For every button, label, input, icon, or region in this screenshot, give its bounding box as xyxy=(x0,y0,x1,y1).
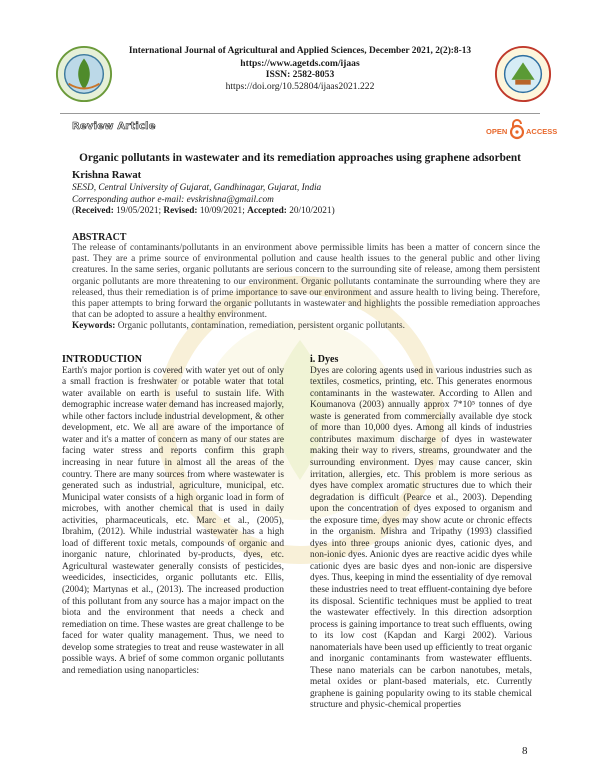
journal-name: International Journal of Agricultural and Applied Sciences, December 2021, 2(2):8-13 xyxy=(128,46,472,56)
article-type: Review Article xyxy=(72,121,156,132)
author-name: Krishna Rawat xyxy=(72,170,142,181)
corresponding-author[interactable]: Corresponding author e-mail: evskrishna@gmail.com xyxy=(72,194,274,205)
journal-logo-icon xyxy=(55,45,113,103)
open-access-prefix: OPEN xyxy=(486,127,508,136)
author-affiliation-block xyxy=(72,183,335,218)
journal-header xyxy=(110,46,490,92)
open-access-badge xyxy=(486,117,558,145)
introduction-section xyxy=(62,354,284,677)
introduction-text: Earth's major portion is covered with water yet out of only a small fraction is freshwater or potable water that total water available on earth is useful to sustain life. With demographic increase water demand has increased majorly, while other factors include industrial development, & other development, etc. We all are aware of the importance of water and it's a matter of concern as many of our states are facing water stress and reports confirm this graph increasing in near future in almost all the areas of the country. There are many sources from where wastewater is generated such as industrial, agriculture, municipal, etc. Municipal water consists of a high organic load in form of microbes, with another chemical that is used in daily activities, pharmaceuticals, etc. Marc et al., (2005), Ibrahim, (2012). While industrial wastewater has a high load of different toxic metals, compounds of organic and inorganic nature, chlorinated by-products, dyes, etc. Agricultural wastewater generally consists of pesticides, weedicides, insecticides, organic pollutants etc. Ellis, (2004); Martynas et al., (2013). The increased production of this pollutant from any source has a major impact on the biota and the environment that needs a check and remediation on time. These wastes are great challenge to be faced for water quality management. Thus, we need to develop some strategies to treat and reuse wastewater in all possible ways. A brief of some common organic pollutants and remediation using nanoparticles: xyxy=(62,365,284,676)
journal-issn: ISSN: 2582-8053 xyxy=(265,69,335,80)
article-doi[interactable]: https://doi.org/10.52804/ijaas2021.222 xyxy=(225,80,375,92)
keywords: Keywords: Organic pollutants, contamination, remediation, persistent organic pollutants. xyxy=(72,321,406,331)
abstract-text: The release of contaminants/pollutants in an environment above permissible limits has been a matter of concern since the past. They are a prime source of environmental pollution and cause health issues to the general public and other living creatures. In the same series, organic pollutants are serious concern to the surrounding site of release, among them persistent organic pollutants are more threatening to our environment. Organic pollutants contaminate the surrounding where they are released, thus their remediation is of prime importance to save our environment and assure health to living being. Therefore, this paper attempts to bring forward the organic pollutants in wastewater and highlights the possible remediation approaches that can be adopted to assure a healthy environment. xyxy=(72,243,540,321)
header-rule xyxy=(60,113,540,114)
affiliation: SESD, Central University of Gujarat, Gandhinagar, Gujarat, India xyxy=(72,183,322,193)
abstract-heading: ABSTRACT xyxy=(72,232,127,243)
paper-title: Organic pollutants in wastewater and its remediation approaches using graphene adsorbent xyxy=(79,152,521,164)
dyes-heading: i. Dyes xyxy=(310,354,339,365)
journal-website[interactable]: https://www.agetds.com/ijaas xyxy=(240,57,360,69)
society-logo-icon xyxy=(494,45,552,103)
open-access-label: ACCESS xyxy=(526,127,558,136)
page-number: 8 xyxy=(522,745,528,757)
dyes-text: Dyes are coloring agents used in various industries such as textiles, cosmetics, printing, etc. This generates enormous contaminants in the wastewater. According to Allen and Koumanova (2003) annually approx 7*10⁵ tonnes of dye waste is generated from commercially available dye stock of more than 10,000 dyes. Among all kinds of industries contributes maximum discharge of dyes in wastewater making their way to rivers, streams, groundwater and the surrounding environment. Dyes may cause cancer, skin irritation, allergies, etc. This problem is more serious as dyes have complex aromatic structures due to which their degradation is difficult (Pearce et al., 2003). Depending upon the concentration of dyes exposed to organism and the exposure time, dyes may show acute or chronic effects in the organism. Mishra and Tripathy (1993) classified dyes into three groups anionic dyes, cationic dyes, and non-ionic dyes. Anionic dyes are reactive acidic dyes while cationic dyes are basic dyes and non-ionic are dispersive dyes. Thus, keeping in mind the essentiality of dye removal these industries need to treat effluent-containing dye before its disposal. Scientific techniques must be applied to treat the wastewater effectively. In this direction adsorption process is gaining importance to treat such effluents, owing to its low cost (Kapdan and Kargi 2002). Various nanomaterials have been used up efficiently to treat organic and inorganic contaminants from wastewater effluents. These nano materials can be carbon nanotubes, metals, metal oxides or plant-based materials, etc. Currently graphene is gaining popularity owing to its stable chemical structure and physic-chemical properties xyxy=(310,365,532,711)
article-dates: (Received: 19/05/2021; Revised: 10/09/2021; Accepted: 20/10/2021) xyxy=(72,206,335,216)
open-lock-icon xyxy=(510,118,524,140)
introduction-heading: INTRODUCTION xyxy=(62,354,143,365)
dyes-section xyxy=(310,354,532,712)
